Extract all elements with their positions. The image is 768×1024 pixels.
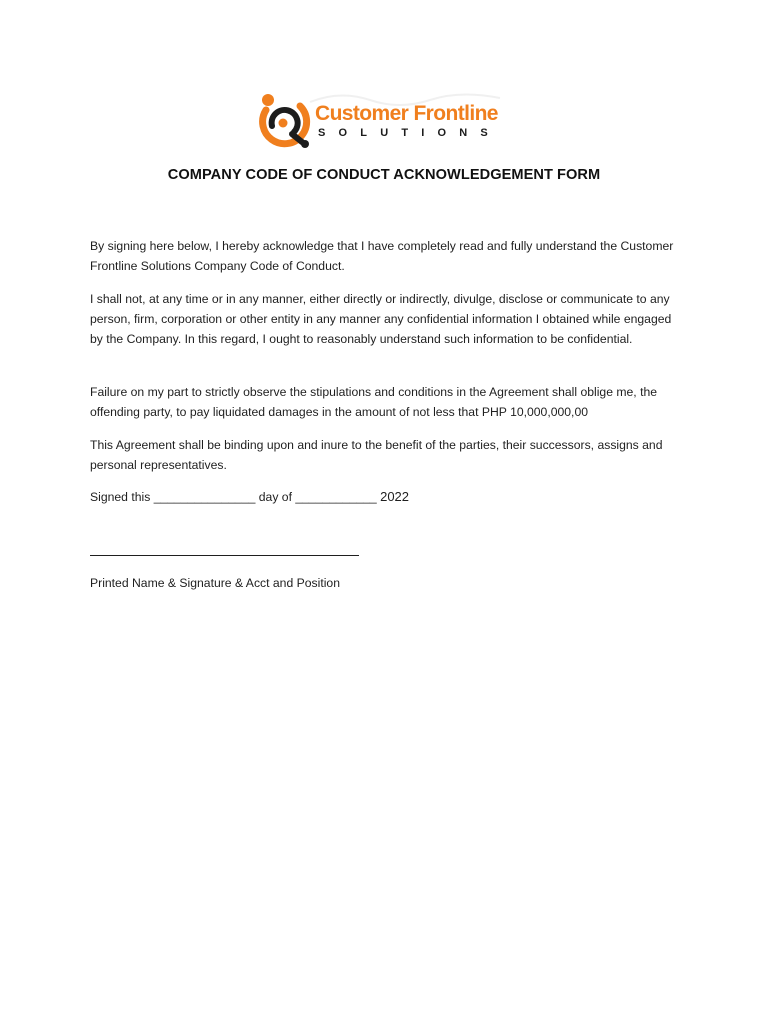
day-of-label: day of	[258, 490, 292, 504]
signed-year: 2022	[380, 489, 410, 504]
company-logo	[258, 92, 520, 154]
signature-line[interactable]	[90, 555, 359, 556]
document-title: COMPANY CODE OF CONDUCT ACKNOWLEDGEMENT FORM	[167, 167, 601, 183]
paragraph-acknowledgement: By signing here below, I hereby acknowledge that I have completely read and fully understand the Customer Frontline Solutions Company Code of Conduct.	[90, 239, 674, 273]
logo-tagline: SOLUTIONS	[318, 127, 501, 139]
paragraph-confidentiality: I shall not, at any time or in any manner, either directly or indirectly, divulge, disclose or communicate to any person, firm, corporation or other entity in any manner any confidential information I obtained while engaged by the Company. In this regard, I ought to reasonably understand such information to be confidential.	[90, 292, 672, 346]
month-blank[interactable]: ____________	[295, 490, 377, 504]
signed-prefix: Signed this	[90, 490, 151, 504]
logo-brand-name: Customer Frontline	[315, 102, 498, 125]
signed-date-line	[90, 487, 409, 507]
paragraph-damages: Failure on my part to strictly observe the stipulations and conditions in the Agreement shall oblige me, the offending party, to pay liquidated damages in the amount of not less that PHP 10,000,000,00	[90, 385, 658, 419]
paragraph-binding: This Agreement shall be binding upon and inure to the benefit of the parties, their successors, assigns and personal representatives.	[90, 438, 663, 472]
signature-caption: Printed Name & Signature & Acct and Position	[90, 576, 340, 590]
day-blank[interactable]: _______________	[153, 490, 256, 504]
